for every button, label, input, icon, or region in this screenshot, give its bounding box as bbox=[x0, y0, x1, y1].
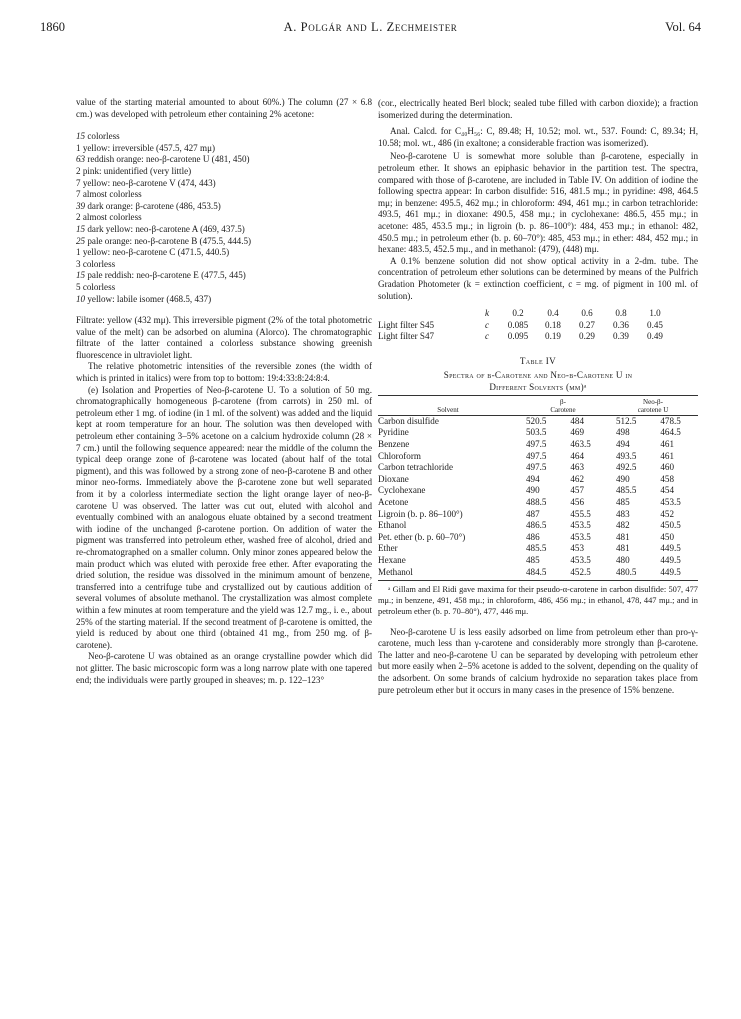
filter-row bbox=[378, 320, 672, 332]
cell-neo-max-1: 481 bbox=[616, 543, 630, 554]
cell-solvent: Chloroform bbox=[378, 450, 421, 461]
cell-neo-max-1: 485.5 bbox=[616, 485, 637, 496]
cell-neo-max-1: 494 bbox=[616, 439, 630, 450]
isolation-heading bbox=[76, 385, 372, 652]
cell-solvent: Carbon disulfide bbox=[378, 415, 439, 426]
cell-neo-max-2: 461 bbox=[660, 439, 674, 450]
cell-solvent: Hexane bbox=[378, 555, 406, 565]
table-body bbox=[378, 415, 698, 580]
crystal-paragraph: Neo-β-carotene U was obtained as an orange crystalline powder which did not glitter. The basic microscopic form was a long narrow plate with one tapered end; the individuals were partly grouped in sheaves; m. p. 122–123° bbox=[76, 651, 372, 685]
cell-beta-max-1: 484.5 bbox=[518, 567, 570, 581]
table-title-line-1: Spectra of β-Carotene and Neo-β-Carotene U in bbox=[443, 369, 633, 380]
isolation-paragraph: To a solution of 50 mg. chromatographically homogeneous β-carotene (from carrots) in 250 ml. of petroleum ether 1 mg. of iodine (in 1 ml. of the solvent) was added and the liquid kept at room temperature for an hour. The solution was then developed with petroleum ether containing 3–5% acetone on a calcium hydroxide column (28 × 7 cm.) until the following sequence appeared: near the middle of the column the typical deep orange zone of β-carotene was located (about half of the total pigment), and this was followed by a strong zone of neo-β-carotene B and other minor neo-forms. Immediately above the β-carotene zone but well separated from it by a colorless intermediate section the light orange layer of neo-β-carotene U was observed. The latter was cut out, eluted with alcohol and eventually combined with an analogous eluate obtained by a second treatment with iodine of the unchanged β-carotene portion. On addition of water the pigment was transferred into petroleum ether, washed free of alcohol, dried and re-chromatographed on a smaller column. Only minor zones appeared below the main product which was eluted with peroxide free ether. After evaporating the dried solution, the residue was dissolved in the minimum amount of benzene, transferred into a centrifuge tube and crystallized out by cautious addition of several volumes of absolute methanol. The crystallization was almost complete within a few minutes at room temperature and the yield was 12.7 mg., i. e., about 25% of the starting material. If the second treatment of β-carotene is omitted, the yield is reduced by about one third (obtained 41 mg., from 250 mg. of β-carotene). bbox=[76, 384, 372, 650]
zone-width: 15 bbox=[76, 131, 86, 142]
k-symbol: k bbox=[484, 308, 490, 319]
table-footnote: ᵃ Gillam and El Ridi gave maxima for their pseudo-α-carotene in carbon disulfide: 507, 477 mμ.; in benzene, 491, 458 mμ.; in chloroform, 486, 456 mμ.; in ethanol, 478, 447 mμ.; and in petroleum ether (b. p. 70–80°), 477, 446 mμ. bbox=[378, 585, 698, 616]
zone-item bbox=[76, 201, 372, 213]
cell-beta-max-1: 497.5 bbox=[526, 450, 547, 461]
cell-neo-max-1: 490 bbox=[616, 473, 630, 484]
zone-text: dark yellow: neo-β-carotene A (469, 437.5) bbox=[85, 223, 245, 234]
cell-beta-max-1: 497.5 bbox=[526, 462, 547, 473]
zone-item bbox=[76, 212, 372, 224]
c-value: 0.095 bbox=[507, 331, 529, 342]
table-row bbox=[378, 474, 698, 486]
c-value: 0.39 bbox=[613, 331, 629, 342]
table-header-row bbox=[378, 395, 698, 415]
c-value: 0.085 bbox=[507, 319, 529, 330]
cell-beta-max-1: 485.5 bbox=[526, 543, 547, 554]
cell-beta-max-1: 485 bbox=[526, 555, 540, 565]
cell-neo-max-1: 512.5 bbox=[616, 415, 637, 426]
zone-text: colorless bbox=[85, 131, 120, 142]
zone-text: pale reddish: neo-β-carotene E (477.5, 445) bbox=[85, 270, 246, 281]
intro-paragraph: value of the starting material amounted to about 60%.) The column (27 × 6.8 cm.) was developed with petroleum ether containing 2% acetone: bbox=[76, 97, 372, 119]
cell-beta-max-2: 453 bbox=[570, 543, 584, 554]
zone-text: pale orange: neo-β-carotene B (475.5, 444.5) bbox=[85, 235, 252, 246]
k-value: 0.6 bbox=[581, 308, 593, 319]
cell-neo-max-2: 464.5 bbox=[660, 427, 681, 438]
table-row bbox=[378, 415, 698, 427]
c-value: 0.29 bbox=[579, 331, 595, 342]
zone-item bbox=[76, 178, 372, 190]
table-row bbox=[378, 497, 698, 509]
k-value: 1.0 bbox=[649, 308, 661, 319]
filter-row bbox=[378, 331, 672, 343]
table-title-line-2: Different Solvents (mμ)ᵃ bbox=[489, 381, 587, 392]
zone-text: reddish orange: neo-β-carotene U (481, 450) bbox=[85, 154, 250, 165]
cell-neo-max-1: 492.5 bbox=[616, 462, 637, 473]
cell-neo-max-2: 449.5 bbox=[660, 555, 681, 565]
cell-neo-max-2: 453.5 bbox=[660, 497, 681, 508]
zone-item bbox=[76, 143, 372, 155]
cell-beta-max-1: 520.5 bbox=[526, 415, 547, 426]
zone-width: 5 bbox=[76, 281, 81, 292]
zone-text: pink: unidentified (very little) bbox=[80, 165, 192, 176]
cell-neo-max-2: 478.5 bbox=[660, 415, 681, 426]
cell-neo-max-1: 481 bbox=[616, 531, 630, 542]
zone-item bbox=[76, 224, 372, 236]
cell-solvent: Pyridine bbox=[378, 427, 409, 438]
c-value: 0.19 bbox=[545, 331, 561, 342]
zone-width: 15 bbox=[76, 223, 86, 234]
zone-item bbox=[76, 236, 372, 248]
c-value: 0.45 bbox=[647, 319, 663, 330]
volume-number: Vol. 64 bbox=[665, 20, 701, 34]
cell-beta-max-2: 453.5 bbox=[570, 520, 591, 531]
cell-neo-max-1: 480.5 bbox=[608, 567, 660, 581]
cell-solvent: Acetone bbox=[378, 497, 409, 508]
cell-solvent: Methanol bbox=[378, 567, 518, 581]
cell-beta-max-1: 490 bbox=[526, 485, 540, 496]
cell-neo-max-1: 498 bbox=[616, 427, 630, 438]
cell-beta-max-2: 453.5 bbox=[570, 531, 591, 542]
zone-width: 2 bbox=[76, 165, 81, 176]
cell-neo-max-2: 449.5 bbox=[660, 567, 698, 581]
adsorption-paragraph: Neo-β-carotene U is less easily adsorbed on lime from petroleum ether than pro-γ-carotene, much less than γ-carotene and considerably more strongly than β-carotene. The latter and neo-β-carotene U can be separated by developing with petroleum ether but more easily when 2–5% acetone is added to the solvent, depending on the quality of the adsorbent. On some brands of calcium hydroxide no separation takes place from pure petroleum ether but it occurs in many cases in the presence of 15% benzene. bbox=[378, 626, 698, 695]
cell-beta-max-2: 463.5 bbox=[570, 439, 591, 450]
cell-neo-max-2: 460 bbox=[660, 462, 674, 473]
zone-item bbox=[76, 131, 372, 143]
zone-width: 3 bbox=[76, 258, 81, 269]
cell-neo-max-1: 482 bbox=[616, 520, 630, 531]
zone-item bbox=[76, 166, 372, 178]
cell-neo-max-2: 450.5 bbox=[660, 520, 681, 531]
cell-beta-max-2: 469 bbox=[570, 427, 584, 438]
zone-width: 1 bbox=[76, 247, 81, 258]
running-header bbox=[40, 20, 701, 36]
cell-neo-max-2: 452 bbox=[660, 508, 674, 519]
column-header-solvent: Solvent bbox=[378, 395, 518, 415]
cell-beta-max-2: 455.5 bbox=[570, 508, 591, 519]
zone-text: colorless bbox=[80, 281, 116, 292]
table-row bbox=[378, 451, 698, 463]
cell-beta-max-2: 463 bbox=[570, 462, 584, 473]
table-row bbox=[378, 462, 698, 474]
cell-solvent: Carbon tetrachloride bbox=[378, 462, 453, 473]
c-value: 0.27 bbox=[579, 319, 595, 330]
left-column bbox=[76, 97, 372, 686]
table-row bbox=[378, 532, 698, 544]
cell-solvent: Benzene bbox=[378, 439, 410, 450]
cell-beta-max-1: 486.5 bbox=[526, 520, 547, 531]
zone-width: 10 bbox=[76, 293, 86, 304]
cell-beta-max-1: 494 bbox=[526, 473, 540, 484]
right-column bbox=[378, 98, 698, 696]
c-value: 0.36 bbox=[613, 319, 629, 330]
cell-beta-max-2: 456 bbox=[570, 497, 584, 508]
zone-item bbox=[76, 270, 372, 282]
cell-beta-max-1: 503.5 bbox=[526, 427, 547, 438]
cell-neo-max-2: 454 bbox=[660, 485, 674, 496]
cell-solvent: Dioxane bbox=[378, 473, 409, 484]
cell-neo-max-2: 458 bbox=[660, 473, 674, 484]
cell-neo-max-1: 485 bbox=[616, 497, 630, 508]
c-value: 0.18 bbox=[545, 319, 561, 330]
zone-item bbox=[76, 247, 372, 259]
cell-beta-max-1: 497.5 bbox=[526, 439, 547, 450]
zone-text: dark orange: β-carotene (486, 453.5) bbox=[85, 200, 221, 211]
table-row bbox=[378, 427, 698, 439]
table-row bbox=[378, 555, 698, 567]
cell-solvent: Cyclohexane bbox=[378, 485, 426, 496]
zone-width: 25 bbox=[76, 235, 86, 246]
cell-beta-max-2: 484 bbox=[570, 415, 584, 426]
spectra-table bbox=[378, 395, 698, 581]
zone-text: yellow: irreversible (457.5, 427 mμ) bbox=[80, 142, 215, 153]
zone-width: 15 bbox=[76, 270, 86, 281]
zone-text: colorless bbox=[80, 258, 116, 269]
zone-width: 7 bbox=[76, 189, 81, 200]
filter-label: Light filter S47 bbox=[378, 331, 435, 342]
filtrate-paragraph: Filtrate: yellow (432 mμ). This irreversible pigment (2% of the total photometric value of the melt) can be adsorbed on alumina (Alorco). The chromatographic filtrate of the latter contained a colorless substance showing greenish fluorescence in ultraviolet light. bbox=[76, 315, 372, 360]
zone-text: almost colorless bbox=[80, 189, 142, 200]
cell-neo-max-1: 480 bbox=[616, 555, 630, 565]
c-symbol: c bbox=[484, 319, 490, 330]
extinction-table bbox=[378, 308, 672, 343]
table-row bbox=[378, 439, 698, 451]
cell-beta-max-2: 453.5 bbox=[570, 555, 591, 565]
k-value: 0.4 bbox=[547, 308, 559, 319]
page-number: 1860 bbox=[40, 20, 65, 34]
zone-width: 63 bbox=[76, 154, 86, 165]
optical-activity-paragraph: A 0.1% benzene solution did not show optical activity in a 2-dm. tube. The concentration of petroleum ether solutions can be determined by means of the Pulfrich Gradation Photometer (k = extinction coefficient, c = mg. of pigment in 100 ml. of solution). bbox=[378, 255, 698, 301]
zone-text: almost colorless bbox=[80, 212, 142, 223]
filter-label: Light filter S45 bbox=[378, 319, 435, 330]
zone-item bbox=[76, 294, 372, 306]
zone-item bbox=[76, 189, 372, 201]
zone-width: 2 bbox=[76, 212, 81, 223]
cell-beta-max-1: 486 bbox=[526, 531, 540, 542]
zone-list bbox=[76, 131, 372, 305]
cell-solvent: Ether bbox=[378, 543, 398, 554]
zone-text: yellow: neo-β-carotene V (474, 443) bbox=[80, 177, 216, 188]
column-header-neo-beta-carotene-u: Neo-β- carotene U bbox=[608, 395, 698, 415]
c-value: 0.49 bbox=[647, 331, 663, 342]
zone-item bbox=[76, 154, 372, 166]
table-row bbox=[378, 485, 698, 497]
analysis-paragraph: Anal. Calcd. for C₄₀H₅₆: C, 89.48; H, 10.52; mol. wt., 537. Found: C, 89.34; H, 10.58; mol. wt., 486 (in exaltone; a considerable fraction was isomerized). bbox=[378, 126, 698, 148]
cell-neo-max-2: 449.5 bbox=[660, 543, 681, 554]
zone-width: 7 bbox=[76, 177, 81, 188]
relative-intensities-paragraph: The relative photometric intensities of the reversible zones (the width of which is printed in italics) were from top to bottom: 19:4:33:8:24:8:4. bbox=[76, 361, 372, 384]
cell-beta-max-1: 487 bbox=[526, 508, 540, 519]
cell-neo-max-2: 461 bbox=[660, 450, 674, 461]
solubility-paragraph: Neo-β-carotene U is somewhat more soluble than β-carotene, especially in petroleum ether. It shows an epiphasic behavior in the partition test. The spectra, compared with those of β-carotene, are included in Table IV. On addition of iodine the following spectra appear: In carbon disulfide: 516, 481.5 mμ.; in pyridine: 498, 464.5 mμ; in benzene: 495.5, 462 mμ.; in chloroform: 494, 461 mμ.; in carbon tetrachloride: 493.5, 461 mμ.; in dioxane: 490.5, 458 mμ.; in cyclohexane: 486.5, 455 mμ.; in acetone: 485, 453.5 mμ.; in ligroin (b. p. 86–100°): 484, 453 mμ.; in ethanol: 482, 450.5 mμ.; in petroleum ether (b. p. 60–70°): 485, 453 mμ.; in ether: 484, 452 mμ.; in hexane: 483.5, 452.5 mμ., and in methanol: (479), (448) mμ. bbox=[378, 151, 698, 255]
c-symbol: c bbox=[484, 331, 490, 342]
zone-text: yellow: neo-β-carotene C (471.5, 440.5) bbox=[80, 247, 230, 258]
table-row bbox=[378, 567, 698, 581]
table-row bbox=[378, 543, 698, 555]
zone-width: 1 bbox=[76, 142, 81, 153]
table-label: Table IV bbox=[519, 355, 557, 366]
column-header-beta-carotene: β- Carotene bbox=[518, 395, 608, 415]
k-row bbox=[378, 308, 672, 320]
cell-solvent: Pet. ether (b. p. 60–70°) bbox=[378, 531, 466, 542]
cell-solvent: Ligroin (b. p. 86–100°) bbox=[378, 508, 463, 519]
zone-item bbox=[76, 282, 372, 294]
k-value: 0.8 bbox=[615, 308, 627, 319]
k-value: 0.2 bbox=[512, 308, 524, 319]
cell-neo-max-1: 483 bbox=[616, 508, 630, 519]
cell-neo-max-1: 493.5 bbox=[616, 450, 637, 461]
zone-item bbox=[76, 259, 372, 271]
cell-beta-max-2: 457 bbox=[570, 485, 584, 496]
zone-text: yellow: labile isomer (468.5, 437) bbox=[85, 293, 212, 304]
continued-paragraph: (cor., electrically heated Berl block; sealed tube filled with carbon dioxide); a fraction isomerized during the determination. bbox=[378, 98, 698, 120]
isolation-heading-text: (e) Isolation and Properties of Neo-β-carotene U. bbox=[88, 384, 276, 395]
running-title: A. Polgár and L. Zechmeister bbox=[283, 20, 458, 34]
zone-width: 39 bbox=[76, 200, 86, 211]
table-caption bbox=[378, 355, 698, 393]
cell-neo-max-2: 450 bbox=[660, 531, 674, 542]
cell-beta-max-2: 462 bbox=[570, 473, 584, 484]
table-row bbox=[378, 520, 698, 532]
cell-beta-max-2: 452.5 bbox=[570, 567, 608, 581]
cell-beta-max-1: 488.5 bbox=[526, 497, 547, 508]
cell-beta-max-2: 464 bbox=[570, 450, 584, 461]
table-row bbox=[378, 509, 698, 521]
cell-solvent: Ethanol bbox=[378, 520, 407, 531]
